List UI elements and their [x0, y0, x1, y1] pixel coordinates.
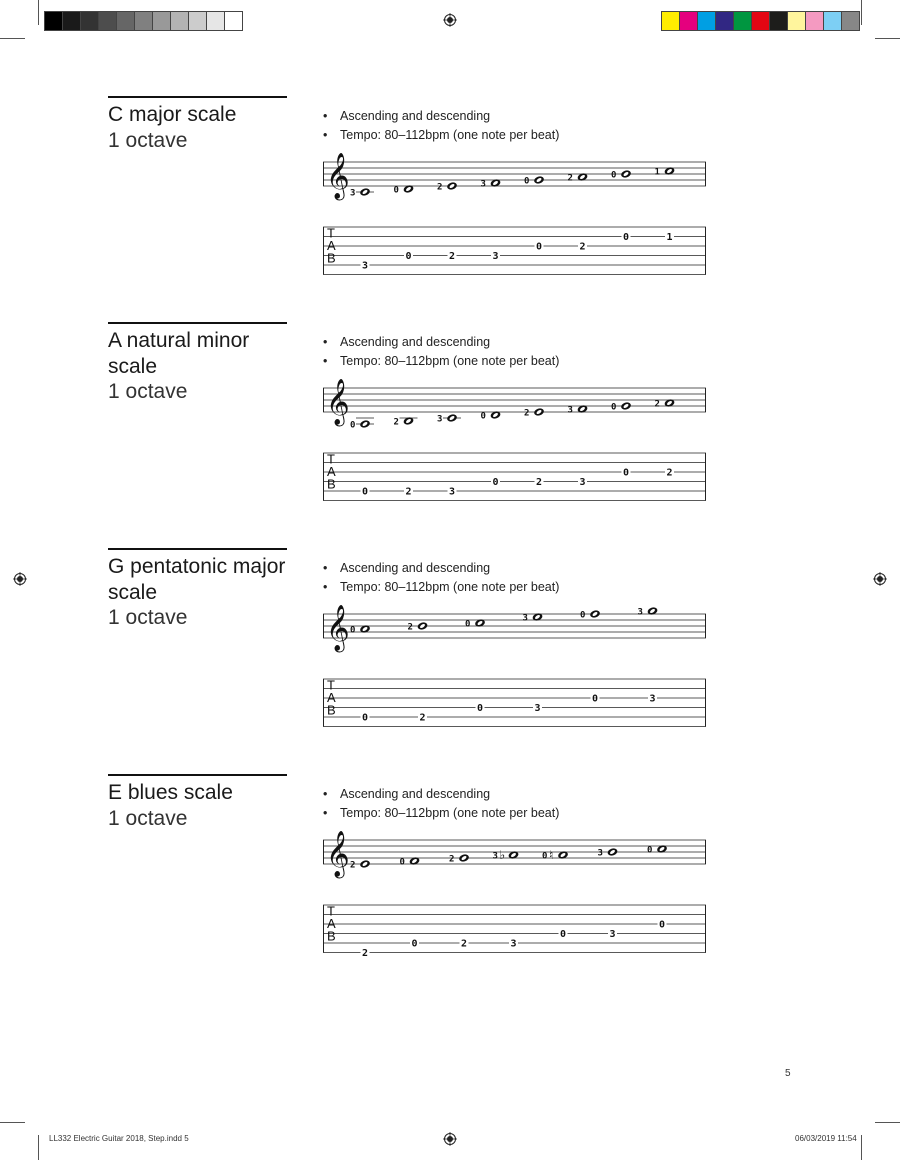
fingering-number: 0 [542, 851, 548, 862]
tab-fret-number: 0 [559, 929, 567, 940]
treble-clef-icon: 𝄞 [326, 153, 350, 199]
bullet-direction: • Ascending and descending [320, 785, 559, 804]
tab-fret-number: 2 [535, 477, 543, 488]
tab-fret-number: 0 [361, 712, 369, 724]
tab-letter: T [327, 225, 335, 241]
tab-letter: A [327, 238, 336, 253]
section-rule [108, 322, 287, 324]
bullet-direction: • Ascending and descending [320, 107, 559, 126]
treble-clef-icon: 𝄞 [326, 831, 350, 877]
tab-fret-number: 1 [666, 232, 673, 243]
fingering-number: 2 [407, 622, 413, 633]
color-swatch [153, 12, 171, 30]
fingering-number: 3 [637, 607, 643, 618]
tab-fret-number: 0 [492, 477, 499, 488]
section-title [108, 554, 298, 631]
color-swatch [788, 12, 806, 30]
section-title [108, 780, 298, 831]
fingering-number: 0 [611, 170, 617, 181]
registration-mark-icon [873, 572, 887, 586]
bullet-tempo: • Tempo: 80–112bpm (one note per beat) [320, 126, 559, 145]
tab-letter: T [327, 677, 335, 693]
practice-notes [320, 559, 559, 597]
tab-fret-number: 3 [649, 693, 656, 705]
tab-fret-number: 3 [492, 251, 499, 262]
fingering-number: 0 [465, 619, 471, 630]
scale-name: G pentatonic major scale [108, 555, 286, 604]
treble-clef-icon: 𝄞 [326, 379, 350, 425]
color-swatch [806, 12, 824, 30]
fingering-number: 3 [492, 851, 498, 862]
tab-fret-number: 3 [609, 929, 616, 940]
fingering-number: 0 [524, 176, 530, 187]
page-number: 5 [785, 1068, 791, 1079]
tab-fret-number: 0 [361, 486, 369, 498]
color-swatch [45, 12, 63, 30]
tab-letter: B [327, 928, 336, 944]
fingering-number: 1 [654, 167, 660, 178]
crop-mark [0, 1122, 25, 1123]
tab-letter: T [327, 903, 335, 919]
fingering-number: 0 [350, 420, 356, 431]
color-swatch [770, 12, 788, 30]
color-swatch [225, 12, 242, 30]
gray-calibration-bar [44, 11, 243, 31]
fingering-number: 0 [611, 402, 617, 413]
tab-letter: B [327, 476, 336, 492]
color-swatch [135, 12, 153, 30]
crop-mark [875, 38, 900, 39]
fingering-number: 2 [350, 860, 356, 871]
crop-mark [875, 1122, 900, 1123]
fingering-number: 2 [654, 399, 660, 410]
octave-label: 1 octave [108, 380, 188, 403]
bullet-tempo: • Tempo: 80–112bpm (one note per beat) [320, 804, 559, 823]
bullet-tempo: • Tempo: 80–112bpm (one note per beat) [320, 578, 559, 597]
registration-mark-icon [443, 1132, 457, 1146]
crop-mark [861, 0, 862, 25]
tab-fret-number: 0 [535, 241, 543, 253]
fingering-number: 3 [597, 848, 603, 859]
section-rule [108, 774, 287, 776]
color-swatch [842, 12, 859, 30]
color-swatch [716, 12, 734, 30]
fingering-number: 2 [524, 408, 530, 419]
tab-fret-number: 2 [460, 938, 468, 950]
treble-clef-icon: 𝄞 [326, 605, 350, 651]
tab-fret-number: 3 [448, 486, 456, 498]
fingering-number: 0 [580, 610, 586, 621]
fingering-number: 3 [437, 414, 443, 425]
color-calibration-bar [661, 11, 860, 31]
tab-fret-number: 2 [579, 241, 586, 253]
registration-mark-icon [13, 572, 27, 586]
fingering-number: 2 [437, 182, 443, 193]
section-rule [108, 548, 287, 550]
fingering-number: 0 [350, 625, 356, 636]
fingering-number: 3 [480, 179, 486, 190]
tab-fret-number: 2 [419, 712, 426, 724]
crop-mark [0, 38, 25, 39]
notation-and-tab [323, 830, 708, 960]
fingering-number: 0 [399, 857, 405, 868]
accidental-icon: ♭ [499, 848, 506, 862]
fingering-number: 2 [449, 854, 455, 865]
color-swatch [698, 12, 716, 30]
bullet-direction: • Ascending and descending [320, 333, 559, 352]
fingering-number: 0 [647, 845, 653, 856]
scale-name: E blues scale [108, 781, 233, 804]
tab-fret-number: 2 [361, 948, 369, 959]
notation-and-tab [323, 378, 708, 508]
crop-mark [38, 0, 39, 25]
color-swatch [99, 12, 117, 30]
color-swatch [662, 12, 680, 30]
fingering-number: 0 [480, 411, 486, 422]
color-swatch [171, 12, 189, 30]
octave-label: 1 octave [108, 606, 188, 629]
footer-timestamp: 06/03/2019 11:54 [795, 1134, 857, 1143]
tab-fret-number: 3 [510, 938, 517, 950]
bullet-tempo: • Tempo: 80–112bpm (one note per beat) [320, 352, 559, 371]
bullet-direction: • Ascending and descending [320, 559, 559, 578]
tab-fret-number: 2 [405, 486, 412, 498]
color-swatch [81, 12, 99, 30]
tab-fret-number: 0 [658, 919, 666, 931]
accidental-icon: ♮ [549, 848, 554, 862]
tab-letter: T [327, 451, 335, 467]
tab-fret-number: 3 [534, 703, 541, 714]
tab-fret-number: 2 [666, 467, 673, 479]
section-rule [108, 96, 287, 98]
tab-fret-number: 0 [476, 703, 484, 714]
crop-mark [38, 1135, 39, 1160]
octave-label: 1 octave [108, 806, 188, 830]
section-title [108, 328, 298, 405]
color-swatch [680, 12, 698, 30]
notation-and-tab [323, 604, 708, 734]
fingering-number: 3 [522, 613, 528, 624]
octave-label: 1 octave [108, 128, 188, 152]
tab-letter: B [327, 702, 336, 718]
fingering-number: 0 [393, 185, 399, 196]
color-swatch [63, 12, 81, 30]
tab-letter: B [327, 250, 336, 266]
fingering-number: 2 [567, 173, 573, 184]
tab-fret-number: 0 [622, 232, 630, 243]
color-swatch [189, 12, 207, 30]
fingering-number: 3 [567, 405, 573, 416]
scale-name: C major scale [108, 103, 237, 126]
tab-fret-number: 3 [579, 477, 586, 488]
fingering-number: 2 [393, 417, 399, 428]
color-swatch [117, 12, 135, 30]
tab-fret-number: 0 [405, 251, 412, 262]
scale-name: A natural minor scale [108, 329, 250, 378]
crop-mark [861, 1135, 862, 1160]
tab-letter: A [327, 464, 336, 479]
footer-file-info: LL332 Electric Guitar 2018, Step.indd 5 [49, 1134, 189, 1143]
tab-fret-number: 3 [361, 260, 369, 272]
practice-notes [320, 785, 559, 823]
tab-fret-number: 0 [411, 938, 418, 950]
tab-fret-number: 0 [622, 467, 630, 479]
fingering-number: 3 [350, 188, 356, 199]
color-swatch [207, 12, 225, 30]
practice-notes [320, 107, 559, 145]
color-swatch [824, 12, 842, 30]
registration-mark-icon [443, 13, 457, 27]
practice-notes [320, 333, 559, 371]
section-title [108, 102, 298, 153]
color-swatch [752, 12, 770, 30]
tab-fret-number: 2 [448, 251, 456, 262]
tab-letter: A [327, 916, 336, 931]
notation-and-tab [323, 152, 708, 282]
tab-letter: A [327, 690, 336, 705]
tab-fret-number: 0 [591, 693, 599, 705]
color-swatch [734, 12, 752, 30]
